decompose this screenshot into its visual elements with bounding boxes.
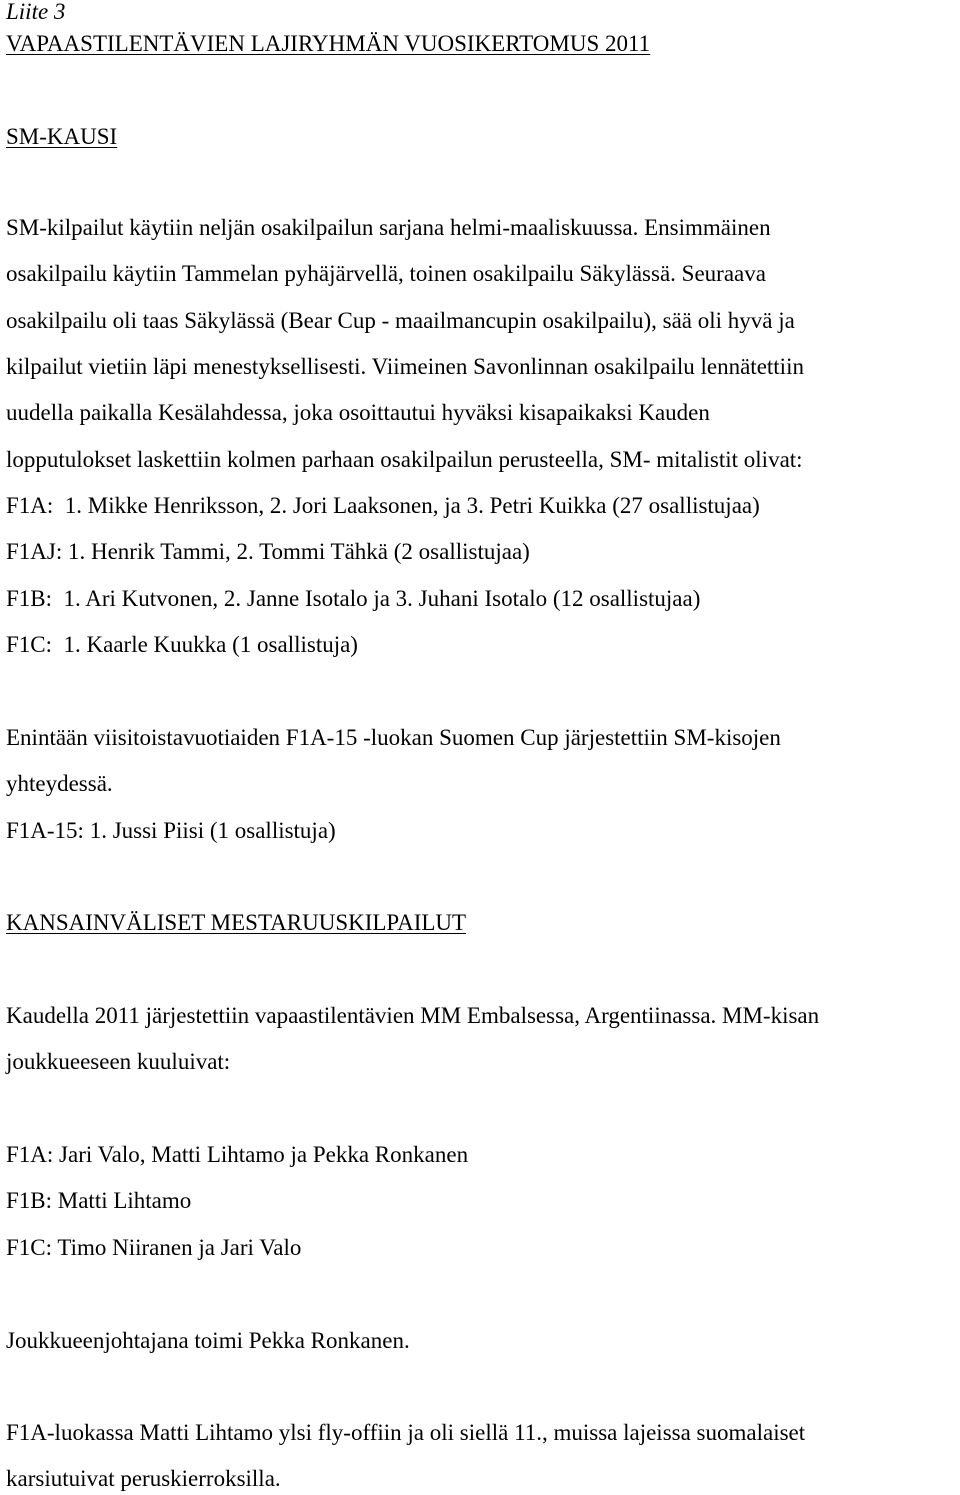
team-line-f1a: F1A: Jari Valo, Matti Lihtamo ja Pekka Ronkanen [6,1142,469,1167]
paragraph-line: osakilpailu oli taas Säkylässä (Bear Cup - maailmancupin osakilpailu), sää oli hyvä ja [6,308,795,333]
paragraph-line: osakilpailu käytiin Tammelan pyhäjärvellä, toinen osakilpailu Säkylässä. Seuraava [6,261,766,286]
team-line-f1c: F1C: Timo Niiranen ja Jari Valo [6,1235,302,1260]
paragraph-line: uudella paikalla Kesälahdessa, joka osoittautui hyväksi kisapaikaksi Kauden [6,400,710,425]
team-line-f1b: F1B: Matti Lihtamo [6,1188,192,1213]
section-heading-sm-kausi: SM-KAUSI [6,124,118,149]
result-line-f1aj: F1AJ: 1. Henrik Tammi, 2. Tommi Tähkä (2 osallistujaa) [6,539,530,564]
closing-paragraph-line: karsiutuivat peruskierroksilla. [6,1466,281,1491]
closing-paragraph-line: F1A-luokassa Matti Lihtamo ylsi fly-offiin ja oli siellä 11., muissa lajeissa suomalaiset [6,1420,806,1445]
result-line-f1c: F1C: 1. Kaarle Kuukka (1 osallistuja) [6,632,358,657]
team-leader-line: Joukkueenjohtajana toimi Pekka Ronkanen. [6,1328,410,1353]
cup-paragraph-line: Enintään viisitoistavuotiaiden F1A-15 -luokan Suomen Cup järjestettiin SM-kisojen [6,725,781,750]
paragraph-line: SM-kilpailut käytiin neljän osakilpailun sarjana helmi-maaliskuussa. Ensimmäinen [6,215,771,240]
appendix-label: Liite 3 [6,0,66,24]
intl-paragraph-line: joukkueeseen kuuluivat: [6,1049,231,1074]
cup-result-line: F1A-15: 1. Jussi Piisi (1 osallistuja) [6,818,336,843]
document-title: VAPAASTILENTÄVIEN LAJIRYHMÄN VUOSIKERTOMUS 2011 [6,31,651,56]
paragraph-line: kilpailut vietiin läpi menestyksellisesti. Viimeinen Savonlinnan osakilpailu lennätettiin [6,354,804,379]
result-line-f1a: F1A: 1. Mikke Henriksson, 2. Jori Laaksonen, ja 3. Petri Kuikka (27 osallistujaa) [6,493,760,518]
result-line-f1b: F1B: 1. Ari Kutvonen, 2. Janne Isotalo ja 3. Juhani Isotalo (12 osallistujaa) [6,586,701,611]
paragraph-line: lopputulokset laskettiin kolmen parhaan osakilpailun perusteella, SM- mitalistit olivat: [6,447,803,472]
cup-paragraph-line: yhteydessä. [6,771,113,796]
intl-paragraph-line: Kaudella 2011 järjestettiin vapaastilentävien MM Embalsessa, Argentiinassa. MM-kisan [6,1003,820,1028]
section-heading-international: KANSAINVÄLISET MESTARUUSKILPAILUT [6,910,467,935]
